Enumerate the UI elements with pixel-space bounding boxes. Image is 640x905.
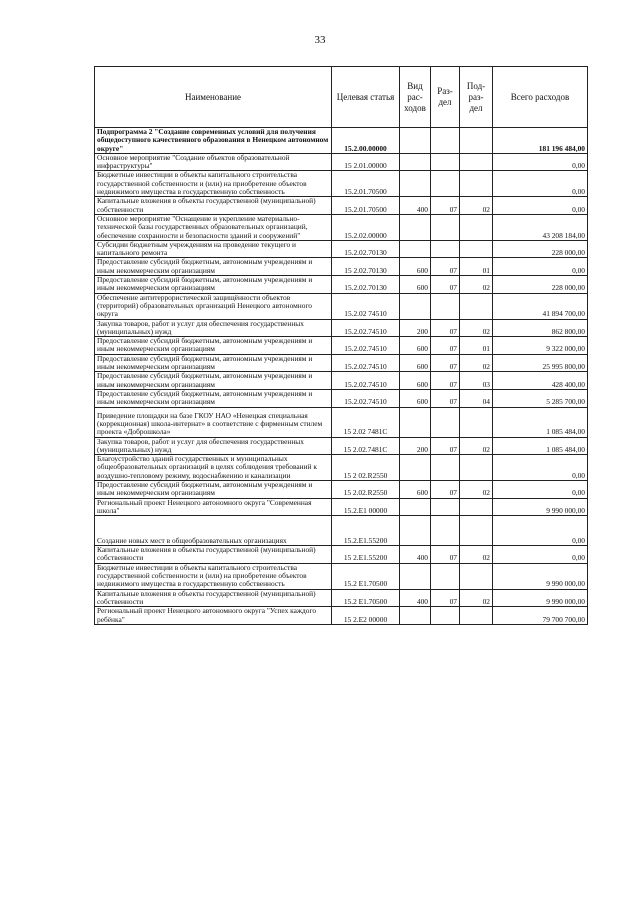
row-name: Предоставление субсидий бюджетным, автономным учреждениям и иным некоммерческим организациям	[95, 372, 332, 390]
row-expense-type	[400, 563, 431, 589]
header-name: Наименование	[95, 67, 332, 128]
header-expense-type: Вид рас-ходов	[400, 67, 431, 128]
row-total: 181 196 484,00	[493, 128, 588, 154]
row-name: Бюджетные инвестиции в объекты капитального строительства государственной собственности и (или) на приобретение объектов недвижимого имущества в государственную собственность	[95, 563, 332, 589]
row-name: Закупка товаров, работ и услуг для обеспечения государственных (муниципальных) нужд	[95, 319, 332, 337]
row-expense-type	[400, 607, 431, 625]
row-target-article: 15 2 02.R2550	[332, 455, 400, 481]
row-expense-type: 600	[400, 276, 431, 294]
header-target-article: Целевая статья	[332, 67, 400, 128]
row-target-article: 15.2.02.00000	[332, 214, 400, 240]
row-expense-type	[400, 128, 431, 154]
row-section	[431, 293, 460, 319]
row-name: Бюджетные инвестиции в объекты капитального строительства государственной собственности и (или) на приобретение объектов недвижимого имущества в государственную собственность	[95, 171, 332, 197]
table-row	[95, 128, 588, 154]
row-total: 1 085 484,00	[493, 437, 588, 455]
table-row	[95, 197, 588, 215]
table-row	[95, 319, 588, 337]
row-subsection: 02	[460, 319, 493, 337]
row-total: 9 990 000,00	[493, 498, 588, 516]
row-total: 1 085 484,00	[493, 407, 588, 437]
row-subsection: 02	[460, 437, 493, 455]
table-row	[95, 607, 588, 625]
row-name: Капитальные вложения в объекты государственной (муниципальной) собственности	[95, 197, 332, 215]
row-section: 07	[431, 319, 460, 337]
row-total: 0,00	[493, 197, 588, 215]
table-row	[95, 240, 588, 258]
row-expense-type	[400, 240, 431, 258]
row-total: 9 322 000,00	[493, 337, 588, 355]
row-name: Создание новых мест в общеобразовательных организациях	[95, 516, 332, 546]
row-subsection: 02	[460, 546, 493, 564]
row-section	[431, 407, 460, 437]
row-section	[431, 153, 460, 171]
page-number: 33	[314, 34, 326, 46]
table-row	[95, 354, 588, 372]
row-name: Капитальные вложения в объекты государственной (муниципальной) собственности	[95, 546, 332, 564]
row-section	[431, 214, 460, 240]
row-expense-type: 600	[400, 354, 431, 372]
row-name: Предоставление субсидий бюджетным, автономным учреждениям и иным некоммерческим организациям	[95, 258, 332, 276]
table-row	[95, 171, 588, 197]
row-section	[431, 240, 460, 258]
row-section	[431, 455, 460, 481]
row-target-article: 15 2.02.7481С	[332, 437, 400, 455]
row-expense-type	[400, 214, 431, 240]
row-total: 9 990 000,00	[493, 589, 588, 607]
row-target-article: 15.2.01.70500	[332, 197, 400, 215]
row-section: 07	[431, 258, 460, 276]
row-total: 0,00	[493, 171, 588, 197]
row-target-article: 15.2.02.74510	[332, 319, 400, 337]
row-subsection: 02	[460, 354, 493, 372]
table-row	[95, 276, 588, 294]
table-row	[95, 498, 588, 516]
row-expense-type	[400, 293, 431, 319]
row-name: Предоставление субсидий бюджетным, автономным учреждениям и иным некоммерческим организациям	[95, 354, 332, 372]
row-expense-type: 400	[400, 197, 431, 215]
row-target-article: 15.2.00.00000	[332, 128, 400, 154]
row-target-article: 15.2 Е1.70500	[332, 563, 400, 589]
table-row	[95, 480, 588, 498]
row-expense-type	[400, 516, 431, 546]
row-section: 07	[431, 197, 460, 215]
row-name: Предоставление субсидий бюджетным, автономным учреждениям и иным некоммерческим организациям	[95, 337, 332, 355]
row-subsection	[460, 153, 493, 171]
row-name: Субсидии бюджетным учреждениям на проведение текущего и капитального ремонта	[95, 240, 332, 258]
row-target-article: 15 2.02 7481С	[332, 407, 400, 437]
table-row	[95, 389, 588, 407]
row-section	[431, 128, 460, 154]
row-section	[431, 607, 460, 625]
row-total: 79 700 700,00	[493, 607, 588, 625]
row-expense-type	[400, 498, 431, 516]
row-subsection: 04	[460, 389, 493, 407]
row-name: Основное мероприятие "Создание объектов образовательной инфраструктуры"	[95, 153, 332, 171]
row-total: 862 800,00	[493, 319, 588, 337]
row-target-article: 15 2.Е2 00000	[332, 607, 400, 625]
row-name: Основное мероприятие "Оснащение и укрепление материально-технической базы государственных образовательных организаций, обеспечение сохранности и безопасности зданий и сооружений"	[95, 214, 332, 240]
row-expense-type: 600	[400, 337, 431, 355]
row-name: Региональный проект Ненецкого автономного округа "Успех каждого ребёнка"	[95, 607, 332, 625]
row-expense-type: 200	[400, 437, 431, 455]
row-subsection	[460, 171, 493, 197]
table-row	[95, 563, 588, 589]
table-row	[95, 437, 588, 455]
row-expense-type: 400	[400, 589, 431, 607]
row-target-article: 15.2.02.70130	[332, 240, 400, 258]
row-total: 0,00	[493, 455, 588, 481]
row-subsection	[460, 455, 493, 481]
row-section: 07	[431, 437, 460, 455]
row-total: 0,00	[493, 480, 588, 498]
row-total: 5 285 700,00	[493, 389, 588, 407]
row-expense-type	[400, 407, 431, 437]
row-subsection: 01	[460, 337, 493, 355]
row-section	[431, 498, 460, 516]
row-section: 07	[431, 337, 460, 355]
row-subsection	[460, 240, 493, 258]
row-total: 0,00	[493, 153, 588, 171]
row-subsection: 03	[460, 372, 493, 390]
row-target-article: 15 2.01.00000	[332, 153, 400, 171]
row-expense-type: 400	[400, 546, 431, 564]
row-name: Региональный проект Ненецкого автономного округа "Современная школа"	[95, 498, 332, 516]
table-header-row	[95, 67, 588, 128]
row-expense-type: 600	[400, 372, 431, 390]
row-total: 428 400,00	[493, 372, 588, 390]
row-name: Капитальные вложения в объекты государственной (муниципальной) собственности	[95, 589, 332, 607]
row-total: 9 990 000,00	[493, 563, 588, 589]
row-subsection	[460, 214, 493, 240]
row-name: Предоставление субсидий бюджетным, автономным учреждениям и иным некоммерческим организациям	[95, 389, 332, 407]
row-section: 07	[431, 354, 460, 372]
table-row	[95, 258, 588, 276]
row-target-article: 15 2.02.70130	[332, 258, 400, 276]
row-target-article: 15.2.02.74510	[332, 372, 400, 390]
row-target-article: 15.2 Е1.70500	[332, 589, 400, 607]
row-section	[431, 516, 460, 546]
table-row	[95, 455, 588, 481]
row-total: 25 995 800,00	[493, 354, 588, 372]
table-row	[95, 407, 588, 437]
row-section: 07	[431, 372, 460, 390]
row-name: Предоставление субсидий бюджетным, автономным учреждениям и иным некоммерческим организациям	[95, 480, 332, 498]
row-target-article: 15 2.02.R2550	[332, 480, 400, 498]
row-subsection	[460, 563, 493, 589]
row-subsection	[460, 607, 493, 625]
row-subsection: 02	[460, 276, 493, 294]
row-name: Благоустройство зданий государственных и муниципальных общеобразовательных организаций в целях соблюдения требований к воздушно-тепловому режиму, водоснабжению и канализации	[95, 455, 332, 481]
row-section: 07	[431, 480, 460, 498]
row-target-article: 15.2.01.70500	[332, 171, 400, 197]
table-row	[95, 372, 588, 390]
row-target-article: 15.2.02 74510	[332, 293, 400, 319]
row-total: 228 000,00	[493, 276, 588, 294]
row-subsection: 02	[460, 589, 493, 607]
row-expense-type: 600	[400, 480, 431, 498]
row-subsection	[460, 516, 493, 546]
row-subsection	[460, 407, 493, 437]
row-subsection	[460, 128, 493, 154]
row-total: 228 000,00	[493, 240, 588, 258]
row-section	[431, 171, 460, 197]
row-expense-type: 200	[400, 319, 431, 337]
row-subsection	[460, 293, 493, 319]
row-name: Закупка товаров, работ и услуг для обеспечения государственных (муниципальных) нужд	[95, 437, 332, 455]
row-target-article: 15.2.Е1 00000	[332, 498, 400, 516]
row-expense-type	[400, 153, 431, 171]
row-total: 0,00	[493, 546, 588, 564]
row-expense-type	[400, 171, 431, 197]
row-target-article: 15.2.02.74510	[332, 354, 400, 372]
table-row	[95, 589, 588, 607]
row-total: 43 208 184,00	[493, 214, 588, 240]
row-target-article: 15 2.Е1.55200	[332, 546, 400, 564]
row-total: 0,00	[493, 516, 588, 546]
row-name: Приведение площадки на базе ГКОУ НАО «Ненецкая специальная (коррекционная) школа-интернат» в соответствие с фирменным стилем проекта «Доброшкола»	[95, 407, 332, 437]
row-subsection: 02	[460, 197, 493, 215]
header-subsection: Под-раз-дел	[460, 67, 493, 128]
row-total: 0,00	[493, 258, 588, 276]
table-row	[95, 546, 588, 564]
row-subsection: 01	[460, 258, 493, 276]
row-target-article: 15.2.02.70130	[332, 276, 400, 294]
header-total: Всего расходов	[493, 67, 588, 128]
row-target-article: 15.2.02.74510	[332, 389, 400, 407]
row-expense-type: 600	[400, 389, 431, 407]
table-row	[95, 214, 588, 240]
row-name: Предоставление субсидий бюджетным, автономным учреждениям и иным некоммерческим организациям	[95, 276, 332, 294]
table-row	[95, 516, 588, 546]
row-expense-type: 600	[400, 258, 431, 276]
row-section: 07	[431, 589, 460, 607]
table-row	[95, 293, 588, 319]
table-row	[95, 153, 588, 171]
row-subsection: 02	[460, 480, 493, 498]
table-row	[95, 337, 588, 355]
row-name: Подпрограмма 2 "Создание современных условий для получения общедоступного качественного образования в Ненецком автономном округе"	[95, 128, 332, 154]
row-section	[431, 563, 460, 589]
header-section: Раз-дел	[431, 67, 460, 128]
row-section: 07	[431, 276, 460, 294]
row-target-article: 15.2.Е1.55200	[332, 516, 400, 546]
row-section: 07	[431, 546, 460, 564]
row-expense-type	[400, 455, 431, 481]
row-target-article: 15.2.02.74510	[332, 337, 400, 355]
row-subsection	[460, 498, 493, 516]
row-name: Обеспечение антитеррористической защищённости объектов (территорий) образовательных организаций Ненецкого автономного округа	[95, 293, 332, 319]
row-section: 07	[431, 389, 460, 407]
row-total: 41 894 700,00	[493, 293, 588, 319]
budget-table	[94, 66, 588, 625]
